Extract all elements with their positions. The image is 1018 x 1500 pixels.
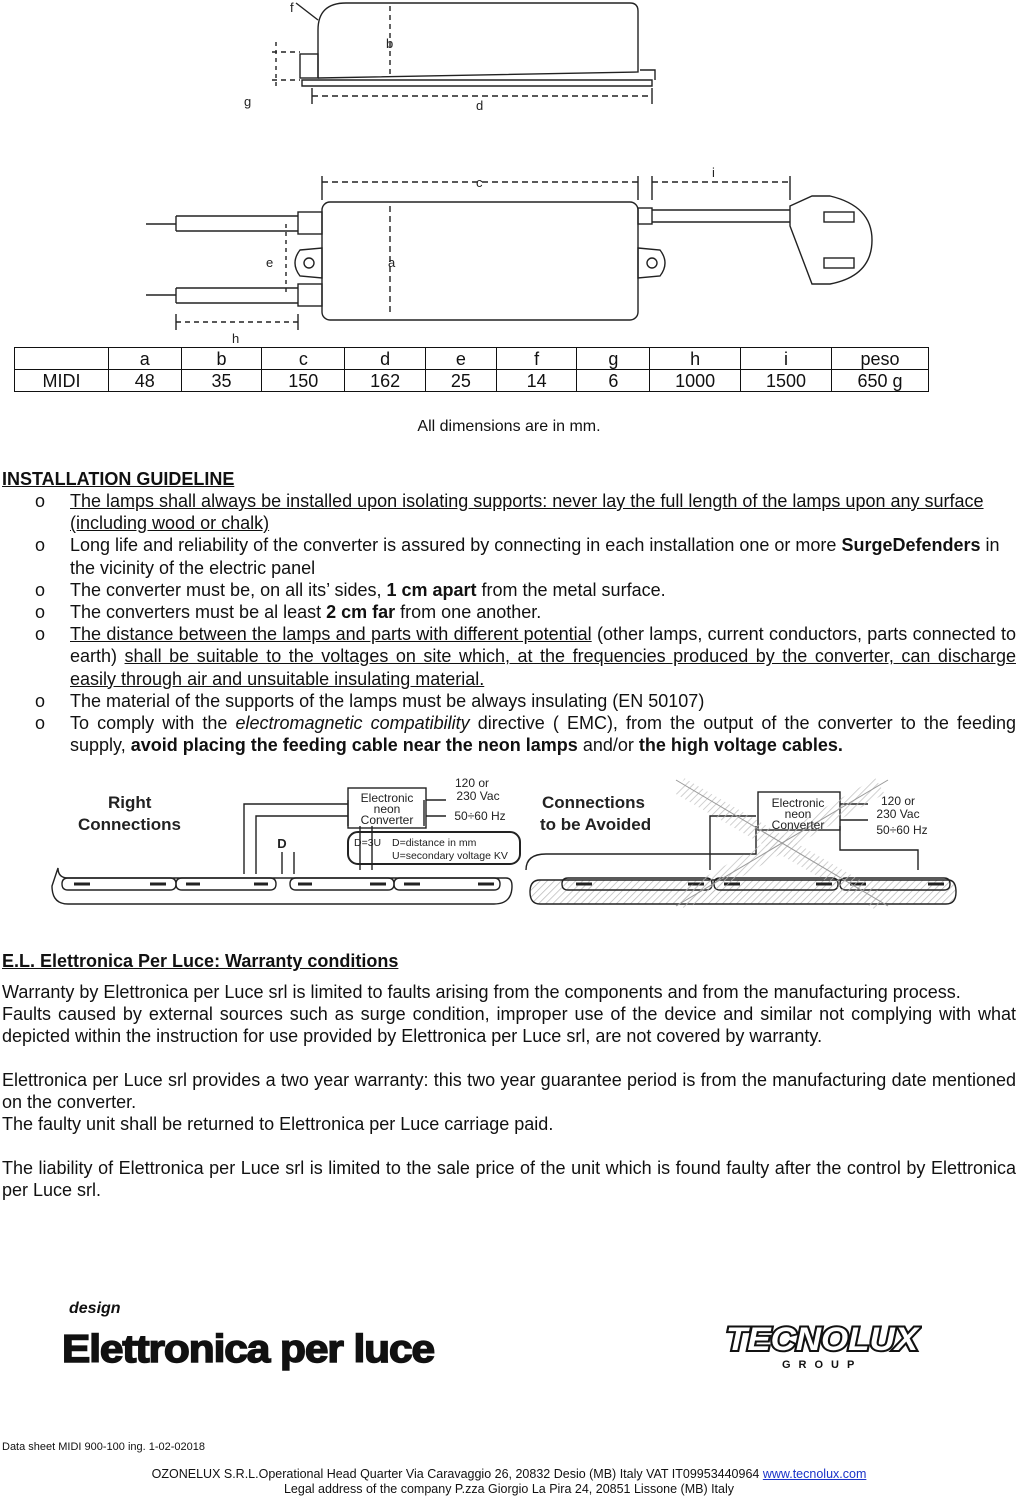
item-text: shall be suitable to the voltages on site which, at the frequencies produced by the converter, can discharge easily through air and unsuitable insulating material. <box>70 646 1016 689</box>
item-text: Long life and reliability of the converter is assured by connecting in each installation one or more <box>70 535 842 556</box>
voltage-label: 120 or <box>880 794 916 808</box>
list-item <box>0 690 1018 712</box>
avoided-connections-title: Connections <box>542 793 645 812</box>
item-text: The converter must be, on all its’ sides, <box>70 579 387 600</box>
table-cell: 150 <box>262 370 345 392</box>
table-header-cell: f <box>496 348 577 370</box>
voltage-label: 230 Vac <box>876 807 920 821</box>
legend-text: D=distance in mm <box>392 837 477 849</box>
design-label: design <box>69 1300 121 1317</box>
item-text: (other lamps, current conductors, parts connected to earth) <box>70 624 1016 667</box>
legend-text: D=3U <box>354 837 382 849</box>
bullet: o <box>35 713 46 734</box>
converter-label: neon <box>784 807 812 821</box>
warranty-body <box>2 981 1016 1201</box>
item-text-bold: SurgeDefenders <box>841 535 981 556</box>
table-cell: 162 <box>345 370 426 392</box>
bullet: o <box>35 535 46 556</box>
dim-label-e: e <box>266 255 274 270</box>
installation-list <box>0 490 1018 756</box>
item-text-bold: the high voltage cables. <box>638 735 843 756</box>
item-text: The converters must be al least <box>70 602 327 623</box>
footer-address-text: OZONELUX S.R.L.Operational Head Quarter Via Caravaggio 26, 20832 Desio (MB) Italy VAT IT09953440964 <box>151 1467 763 1481</box>
table-cell: 14 <box>496 370 577 392</box>
list-item <box>0 579 1018 601</box>
elettronica-logo <box>60 1322 440 1374</box>
table-cell: 35 <box>181 370 262 392</box>
item-text: The distance between the lamps and parts with different potential <box>70 624 592 645</box>
converter-label: neon <box>373 802 401 816</box>
warranty-paragraph: The liability of Elettronica per Luce srl is limited to the sale price of the unit which is found faulty after the control by Elettronica per Luce srl. <box>2 1158 1016 1200</box>
item-text-italic: electromagnetic compatibility <box>235 713 470 734</box>
bullet: o <box>35 602 46 623</box>
right-connections-title: Right <box>108 793 152 812</box>
table-header-cell: peso <box>831 348 928 370</box>
item-text: To comply with the <box>70 713 236 734</box>
item-text: from the metal surface. <box>476 579 666 600</box>
converter-label: Converter <box>360 813 414 827</box>
table-cell: 6 <box>577 370 650 392</box>
connections-diagram <box>0 770 1018 910</box>
item-text-bold: 2 cm far <box>326 602 396 623</box>
dim-label-d: d <box>476 98 484 113</box>
item-text-bold: avoid placing the feeding cable near the neon lamps <box>130 735 578 756</box>
table-header-cell: c <box>262 348 345 370</box>
voltage-label: 230 Vac <box>456 789 500 803</box>
table-cell: 48 <box>108 370 181 392</box>
tecnolux-logo <box>722 1318 922 1374</box>
item-text: from one another. <box>395 602 542 623</box>
datasheet-reference: Data sheet MIDI 900-100 ing. 1-02-02018 <box>2 1441 206 1453</box>
footer-legal-address: Legal address of the company P.zza Giorgio La Pira 24, 20851 Lissone (MB) Italy <box>283 1482 735 1496</box>
voltage-label: 120 or <box>454 776 490 790</box>
dim-label-g: g <box>244 94 252 109</box>
item-text: directive ( EMC), from the output of the converter to the feeding supply, <box>70 713 1017 756</box>
table-header-cell: d <box>345 348 426 370</box>
legend-text: U=secondary voltage KV <box>392 850 508 862</box>
technical-drawing <box>0 0 1018 345</box>
bullet: o <box>35 624 46 645</box>
converter-label: Converter <box>771 818 825 832</box>
table-header-cell: b <box>181 348 262 370</box>
tecnolux-group-text: GROUP <box>782 1359 863 1371</box>
dim-label-c: c <box>476 175 483 190</box>
dim-label-f: f <box>290 0 294 15</box>
list-item <box>0 601 1018 623</box>
item-text-bold: 1 cm apart <box>386 579 477 600</box>
item-text: The material of the supports of the lamps must be always insulating (EN 50107) <box>70 690 705 711</box>
list-item <box>0 534 1018 578</box>
table-cell: 25 <box>426 370 497 392</box>
table-cell: 1000 <box>650 370 741 392</box>
dim-label-a: a <box>388 255 396 270</box>
table-header-cell: i <box>741 348 832 370</box>
table-cell: MIDI <box>15 370 109 392</box>
warranty-paragraph: Faults caused by external sources such as surge condition, improper use of the device and similar not complying with what depicted within the instruction for use provided by Elettronica per Luce srl, are not covered by warranty. <box>2 1004 1016 1046</box>
dim-label-b: b <box>386 36 394 51</box>
website-link[interactable]: www.tecnolux.com <box>762 1467 867 1481</box>
item-text: and/or <box>577 735 639 756</box>
table-header-cell: h <box>650 348 741 370</box>
list-item <box>0 490 1018 534</box>
tecnolux-logo-text: TECNOLUX <box>726 1321 920 1357</box>
table-header-cell: a <box>108 348 181 370</box>
table-cell: 1500 <box>741 370 832 392</box>
bullet: o <box>35 491 46 511</box>
dimensions-table <box>14 347 929 392</box>
warranty-paragraph: Warranty by Elettronica per Luce srl is limited to faults arising from the components and from the manufacturing process. <box>2 982 961 1002</box>
warranty-paragraph: The faulty unit shall be returned to Elettronica per Luce carriage paid. <box>2 1114 554 1134</box>
elettronica-logo-text: Elettronica per luce <box>62 1328 435 1371</box>
list-item <box>0 712 1018 756</box>
distance-label: D <box>277 836 287 851</box>
warranty-paragraph: Elettronica per Luce srl provides a two year warranty: this two year guarantee period is from the manufacturing date mentioned on the converter. <box>2 1070 1016 1112</box>
table-row <box>15 370 929 392</box>
footer-address <box>0 1467 1018 1481</box>
avoided-connections-title: to be Avoided <box>540 815 652 834</box>
table-cell: 650 g <box>831 370 928 392</box>
table-header-cell: e <box>426 348 497 370</box>
table-header-cell <box>15 348 109 370</box>
converter-label: Electronic <box>771 796 825 810</box>
dim-label-i: i <box>712 165 715 180</box>
table-header-cell: g <box>577 348 650 370</box>
item-text: The lamps shall always be installed upon isolating supports: never lay the full length of the lamps upon any surface (including wood or chalk) <box>70 491 984 534</box>
right-connections-title: Connections <box>78 815 181 834</box>
warranty-title: E.L. Elettronica Per Luce: Warranty conditions <box>2 951 399 971</box>
item-text: in the vicinity of the electric panel <box>70 535 1000 578</box>
table-header-row <box>15 348 929 370</box>
frequency-label: 50÷60 Hz <box>876 823 928 837</box>
bullet: o <box>35 579 46 600</box>
dim-label-h: h <box>232 331 240 345</box>
installation-title: INSTALLATION GUIDELINE <box>2 469 235 489</box>
converter-label: Electronic <box>360 791 414 805</box>
bullet: o <box>35 690 46 711</box>
dimensions-note: All dimensions are in mm. <box>417 418 601 435</box>
list-item <box>0 623 1018 690</box>
frequency-label: 50÷60 Hz <box>454 809 506 823</box>
